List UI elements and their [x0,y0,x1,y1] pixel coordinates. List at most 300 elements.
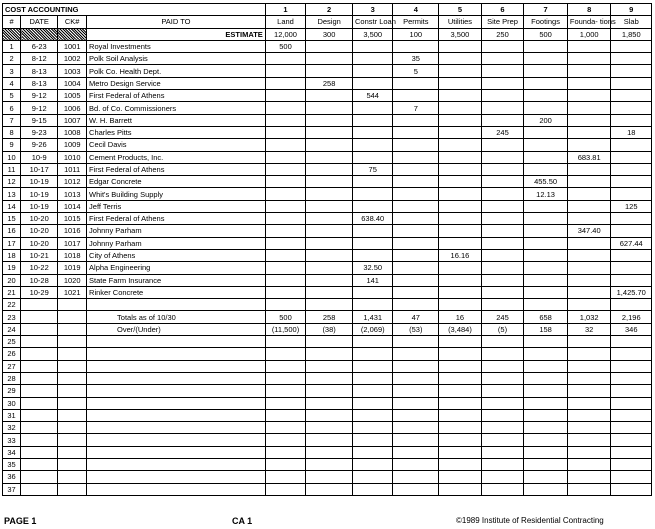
empty-cell [524,385,568,397]
row-amount [567,237,611,249]
empty-cell [611,372,652,384]
row-number: 1 [3,40,21,52]
empty-cell [21,397,58,409]
empty-cell [393,348,439,360]
totals-value: 2,196 [611,311,652,323]
empty-cell [353,385,393,397]
empty-cell [393,422,439,434]
empty-cell [353,471,393,483]
empty-cell [58,397,87,409]
row-amount [439,102,482,114]
row-paid-to: Bd. of Co. Commissioners [87,102,266,114]
empty-cell [393,471,439,483]
row-date: 10-20 [21,237,58,249]
row-number: 16 [3,225,21,237]
row-check-number: 1015 [58,213,87,225]
empty-cell [21,434,58,446]
row-check-number: 1009 [58,139,87,151]
table-row [3,163,652,175]
empty-cell [611,360,652,372]
overunder-value: (2,069) [353,323,393,335]
row-amount [265,213,305,225]
row-amount [481,299,524,311]
row-amount [567,262,611,274]
row-amount [265,126,305,138]
row-number: 25 [3,336,21,348]
row-number: 17 [3,237,21,249]
totals-value: 500 [265,311,305,323]
overunder-value: (38) [306,323,353,335]
row-number: 8 [3,126,21,138]
empty-cell [481,483,524,495]
empty-cell [567,385,611,397]
row-amount [439,176,482,188]
empty-cell [567,434,611,446]
empty-cell [439,397,482,409]
row-amount [353,114,393,126]
row-amount [481,274,524,286]
table-row [3,286,652,298]
row-date: 10-28 [21,274,58,286]
row-amount [353,249,393,261]
overunder-value: (5) [481,323,524,335]
row-amount [393,139,439,151]
row-amount: 35 [393,53,439,65]
estimate-value: 100 [393,28,439,40]
row-amount [353,77,393,89]
totals-row [3,311,652,323]
row-date [21,299,58,311]
empty-cell [524,434,568,446]
empty-cell [265,446,305,458]
row-date: 10-20 [21,225,58,237]
row-date: 10-19 [21,200,58,212]
empty-cell [481,360,524,372]
blank-row [3,409,652,421]
blank-row [3,372,652,384]
empty-cell [58,348,87,360]
estimate-value: 1,000 [567,28,611,40]
empty-cell [439,360,482,372]
row-date: 10-9 [21,151,58,163]
row-amount [481,213,524,225]
overunder-row [3,323,652,335]
empty-cell [87,422,266,434]
row-amount [439,53,482,65]
empty-cell [611,385,652,397]
empty-cell [21,311,58,323]
header-ck: CK# [58,16,87,28]
estimate-value: 250 [481,28,524,40]
row-amount [439,126,482,138]
totals-value: 658 [524,311,568,323]
empty-cell [87,336,266,348]
table-row [3,77,652,89]
row-amount [439,65,482,77]
empty-cell [567,422,611,434]
row-amount [524,65,568,77]
row-amount [306,225,353,237]
empty-cell [21,348,58,360]
row-amount [265,114,305,126]
blank-row [3,483,652,495]
row-number: 11 [3,163,21,175]
col-number: 1 [265,4,305,16]
row-paid-to: Rinker Concrete [87,286,266,298]
row-amount [524,126,568,138]
row-amount [524,237,568,249]
row-amount [393,151,439,163]
row-amount [611,102,652,114]
empty-cell [265,360,305,372]
row-amount [265,163,305,175]
row-amount [306,176,353,188]
empty-cell [524,446,568,458]
empty-cell [353,336,393,348]
empty-cell [393,397,439,409]
empty-cell [58,471,87,483]
empty-cell [567,336,611,348]
row-amount [353,126,393,138]
table-row [3,262,652,274]
empty-cell [353,422,393,434]
row-number: 33 [3,434,21,446]
row-amount [439,90,482,102]
table-row [3,225,652,237]
row-check-number: 1004 [58,77,87,89]
row-amount [306,151,353,163]
row-number: 18 [3,249,21,261]
row-amount [524,102,568,114]
row-amount [306,274,353,286]
row-amount [393,188,439,200]
header-foundations: Founda- tions [567,16,611,28]
row-amount [481,225,524,237]
row-check-number: 1003 [58,65,87,77]
row-amount: 18 [611,126,652,138]
row-amount: 455.50 [524,176,568,188]
row-amount [353,200,393,212]
empty-cell [265,397,305,409]
row-check-number: 1018 [58,249,87,261]
row-amount [265,249,305,261]
row-amount [306,53,353,65]
col-number: 6 [481,4,524,16]
empty-cell [58,372,87,384]
totals-value: 258 [306,311,353,323]
row-check-number: 1019 [58,262,87,274]
empty-cell [87,372,266,384]
row-amount [611,213,652,225]
empty-cell [481,336,524,348]
empty-cell [306,483,353,495]
empty-cell [611,483,652,495]
row-amount [306,102,353,114]
row-amount: 125 [611,200,652,212]
row-date: 10-19 [21,176,58,188]
empty-cell [611,336,652,348]
table-row [3,299,652,311]
row-amount [306,213,353,225]
empty-cell [306,409,353,421]
row-check-number: 1010 [58,151,87,163]
row-amount [524,213,568,225]
row-amount [265,151,305,163]
totals-value: 245 [481,311,524,323]
header-date: DATE [21,16,58,28]
row-amount: 1,425.70 [611,286,652,298]
row-amount [265,102,305,114]
row-amount: 7 [393,102,439,114]
row-amount [439,139,482,151]
empty-cell [393,446,439,458]
empty-cell [87,446,266,458]
row-amount [265,299,305,311]
row-amount [353,40,393,52]
header-utilities: Utilities [439,16,482,28]
header-site-prep: Site Prep [481,16,524,28]
row-check-number: 1001 [58,40,87,52]
header-num: # [3,16,21,28]
row-number: 26 [3,348,21,360]
row-amount [306,188,353,200]
row-amount [611,53,652,65]
row-amount [481,102,524,114]
empty-cell [567,409,611,421]
row-amount [353,53,393,65]
row-amount [265,77,305,89]
empty-cell [524,360,568,372]
row-amount [481,249,524,261]
row-amount [353,102,393,114]
row-number: 24 [3,323,21,335]
row-amount [265,262,305,274]
row-amount [439,200,482,212]
title-row [3,4,652,16]
empty-cell [87,434,266,446]
empty-cell [567,483,611,495]
row-amount [306,126,353,138]
row-amount [393,40,439,52]
row-number: 15 [3,213,21,225]
header-permits: Permits [393,16,439,28]
row-amount [481,286,524,298]
row-amount [353,188,393,200]
row-number: 36 [3,471,21,483]
row-number: 19 [3,262,21,274]
copyright-notice: ©1989 Institute of Residential Contracting [456,516,604,525]
row-date: 10-20 [21,213,58,225]
empty-cell [265,409,305,421]
row-number: 7 [3,114,21,126]
row-amount [306,114,353,126]
empty-cell [21,360,58,372]
empty-cell [353,483,393,495]
row-paid-to: City of Athens [87,249,266,261]
row-amount [567,126,611,138]
row-number: 12 [3,176,21,188]
row-amount [524,90,568,102]
empty-cell [58,311,87,323]
row-paid-to: Whit's Building Supply [87,188,266,200]
row-paid-to: State Farm Insurance [87,274,266,286]
blank-row [3,360,652,372]
row-date: 9-15 [21,114,58,126]
header-constr-loan: Constr Loan [353,16,393,28]
row-amount [611,90,652,102]
row-number: 9 [3,139,21,151]
estimate-value: 12,000 [265,28,305,40]
empty-cell [265,422,305,434]
empty-cell [87,348,266,360]
empty-cell [58,360,87,372]
row-amount [393,126,439,138]
row-number: 13 [3,188,21,200]
empty-cell [524,372,568,384]
empty-cell [265,385,305,397]
row-number: 37 [3,483,21,495]
row-amount [265,139,305,151]
row-number: 2 [3,53,21,65]
empty-cell [21,446,58,458]
row-amount [393,200,439,212]
row-amount [611,262,652,274]
row-amount [611,274,652,286]
row-amount [567,249,611,261]
blank-row [3,471,652,483]
empty-cell [393,483,439,495]
hatch-cell [3,28,21,40]
empty-cell [393,360,439,372]
row-amount [567,176,611,188]
empty-cell [481,385,524,397]
row-number: 10 [3,151,21,163]
empty-cell [611,434,652,446]
row-paid-to: Edgar Concrete [87,176,266,188]
row-amount [567,102,611,114]
overunder-label: Over/(Under) [87,323,266,335]
row-amount [265,176,305,188]
empty-cell [87,397,266,409]
row-number: 32 [3,422,21,434]
row-date: 10-19 [21,188,58,200]
row-check-number: 1007 [58,114,87,126]
row-amount: 141 [353,274,393,286]
overunder-value: 32 [567,323,611,335]
row-number: 27 [3,360,21,372]
empty-cell [265,483,305,495]
empty-cell [611,409,652,421]
row-date: 9-12 [21,90,58,102]
empty-cell [439,483,482,495]
header-row [3,16,652,28]
header-footings: Footings [524,16,568,28]
row-amount: 75 [353,163,393,175]
empty-cell [306,336,353,348]
empty-cell [87,471,266,483]
row-amount [481,163,524,175]
row-amount [439,163,482,175]
empty-cell [393,409,439,421]
blank-row [3,348,652,360]
row-amount [481,77,524,89]
empty-cell [393,458,439,470]
empty-cell [611,348,652,360]
ledger-table [2,3,652,496]
totals-value: 16 [439,311,482,323]
empty-cell [439,434,482,446]
row-amount [567,53,611,65]
totals-value: 1,431 [353,311,393,323]
row-amount: 500 [265,40,305,52]
empty-cell [393,434,439,446]
row-check-number [58,299,87,311]
row-amount [265,90,305,102]
row-amount [439,213,482,225]
row-amount [611,77,652,89]
row-amount [265,237,305,249]
empty-cell [58,409,87,421]
header-slab: Slab [611,16,652,28]
row-amount [567,77,611,89]
row-paid-to: Cecil Davis [87,139,266,151]
row-amount [439,151,482,163]
row-amount [567,213,611,225]
empty-cell [21,409,58,421]
empty-cell [353,409,393,421]
row-amount [265,286,305,298]
table-row [3,249,652,261]
row-amount [265,188,305,200]
empty-cell [87,409,266,421]
empty-cell [611,422,652,434]
row-amount [306,299,353,311]
row-amount [353,139,393,151]
row-amount: 5 [393,65,439,77]
table-row [3,274,652,286]
row-date: 10-17 [21,163,58,175]
row-number: 28 [3,372,21,384]
empty-cell [58,434,87,446]
empty-cell [21,385,58,397]
empty-cell [439,372,482,384]
row-amount [306,286,353,298]
row-date: 8-13 [21,77,58,89]
form-code: CA 1 [232,516,253,526]
row-amount [306,90,353,102]
row-amount [306,237,353,249]
empty-cell [306,458,353,470]
row-amount [481,90,524,102]
row-amount [393,225,439,237]
table-row [3,237,652,249]
row-number: 23 [3,311,21,323]
row-check-number: 1002 [58,53,87,65]
empty-cell [58,483,87,495]
row-amount [393,274,439,286]
row-number: 34 [3,446,21,458]
row-check-number: 1005 [58,90,87,102]
empty-cell [439,336,482,348]
row-paid-to: Polk Soil Analysis [87,53,266,65]
col-number: 5 [439,4,482,16]
estimate-value: 300 [306,28,353,40]
empty-cell [353,458,393,470]
blank-row [3,336,652,348]
row-amount [306,200,353,212]
col-number: 2 [306,4,353,16]
row-date: 10-29 [21,286,58,298]
